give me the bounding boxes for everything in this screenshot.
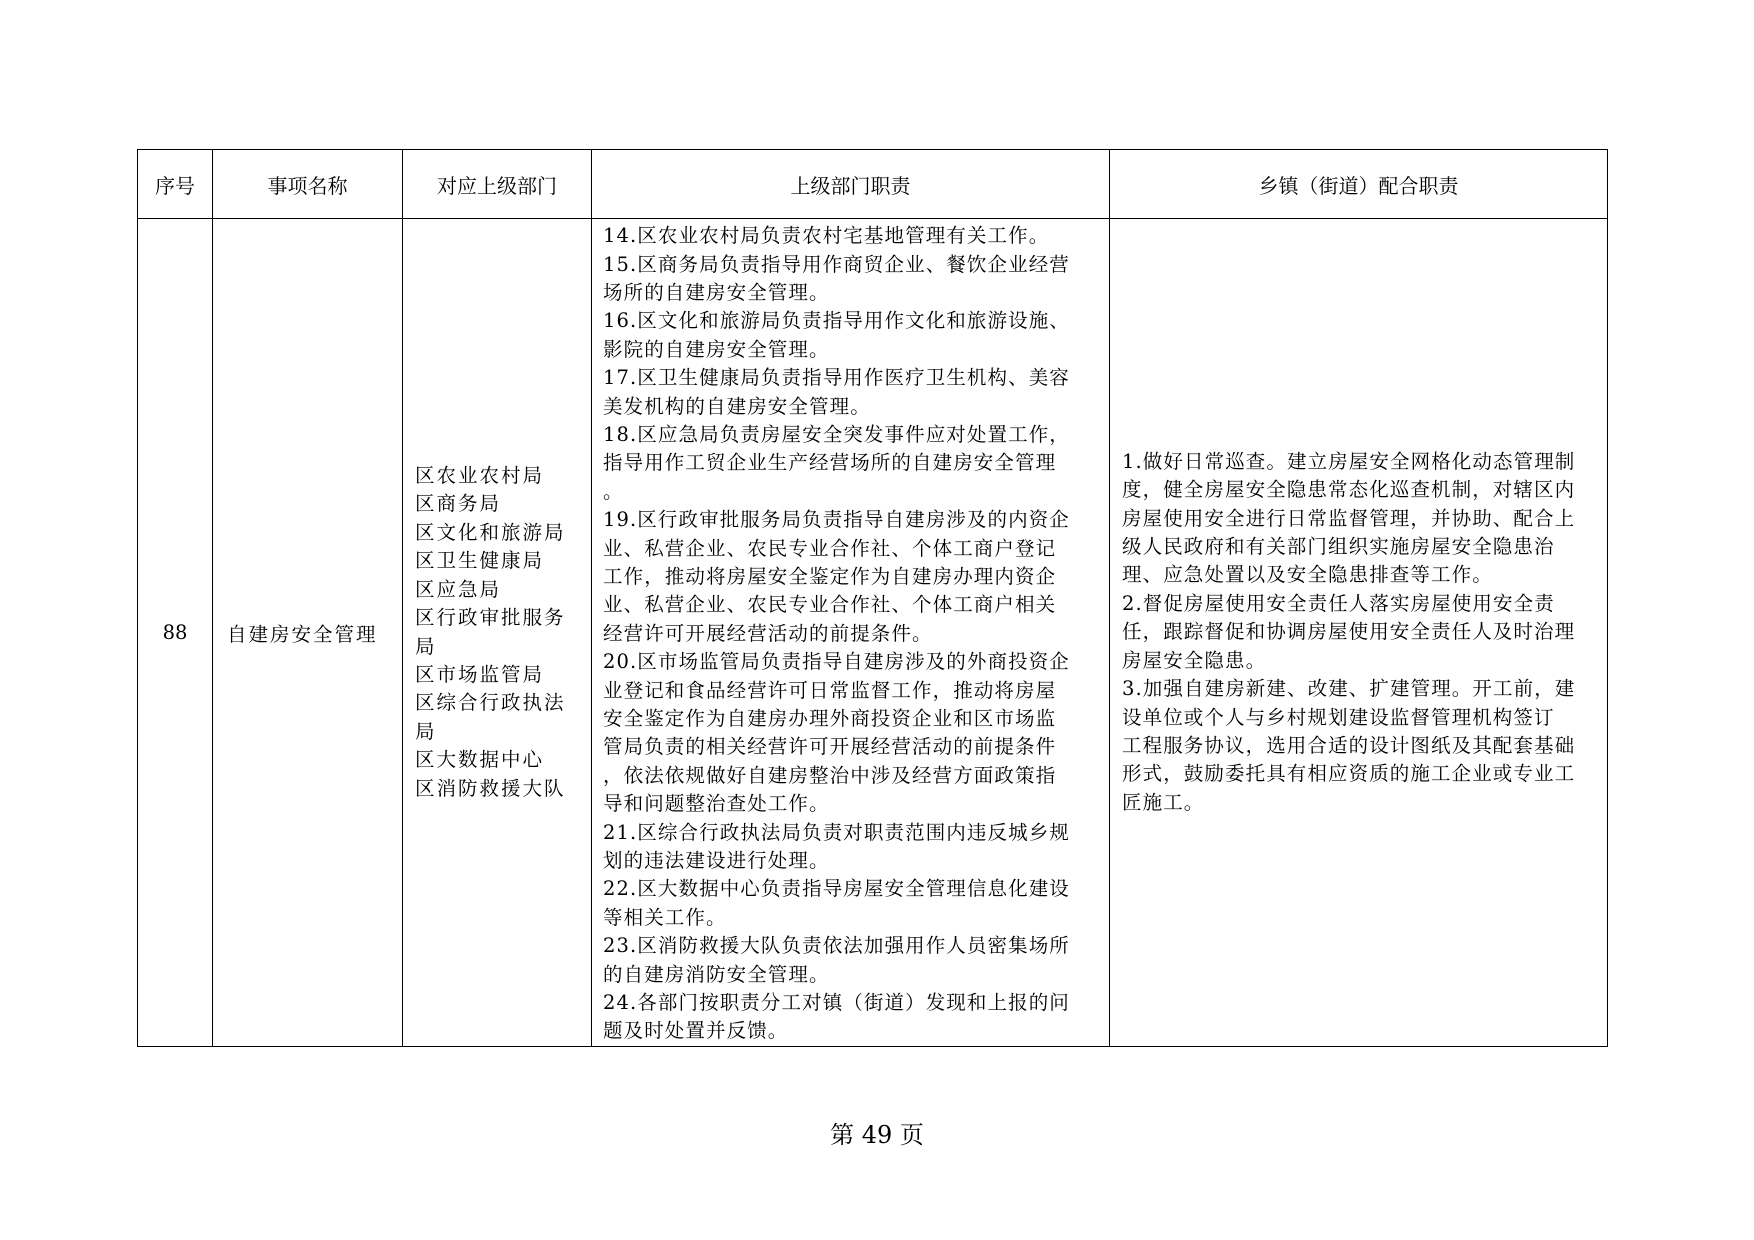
- department-list: [403, 219, 592, 1047]
- duty-line: 管局负责的相关经营许可开展经营活动的前提条件: [603, 735, 1057, 759]
- duty-line: 16.区文化和旅游局负责指导用作文化和旅游设施、: [603, 309, 1070, 333]
- department-line: 局: [415, 719, 437, 743]
- duty-line: 场所的自建房安全管理。: [603, 280, 830, 304]
- duty-line: 划的违法建设进行处理。: [603, 849, 830, 873]
- duty-line: 影院的自建房安全管理。: [603, 337, 830, 361]
- header-no: 序号: [138, 150, 213, 219]
- duty-line: ，依法依规做好自建房整治中涉及经营方面政策指: [603, 763, 1057, 787]
- duty-line: 21.区综合行政执法局负责对职责范围内违反城乡规: [603, 820, 1070, 844]
- department-line: 区大数据中心: [415, 748, 545, 772]
- duty-line: 题及时处置并反馈。: [603, 1019, 789, 1043]
- department-line: 区市场监管局: [415, 662, 545, 686]
- duty-line: 22.区大数据中心负责指导房屋安全管理信息化建设: [603, 877, 1070, 901]
- town-cooperation-duties: [1110, 219, 1608, 1047]
- cooperation-line: 房屋安全隐患。: [1122, 648, 1267, 672]
- duty-line: 19.区行政审批服务局负责指导自建房涉及的内资企: [603, 508, 1070, 532]
- duty-line: 。: [603, 479, 624, 503]
- duty-line: 24.各部门按职责分工对镇（街道）发现和上报的问: [603, 991, 1070, 1015]
- department-line: 区行政审批服务: [415, 606, 566, 630]
- department-line: 区应急局: [415, 577, 502, 601]
- table-row: [138, 219, 1608, 1047]
- duty-line: 23.区消防救援大队负责依法加强用作人员密集场所: [603, 934, 1070, 958]
- department-line: 区文化和旅游局: [415, 520, 566, 544]
- duty-line: 17.区卫生健康局负责指导用作医疗卫生机构、美容: [603, 366, 1070, 390]
- duty-line: 指导用作工贸企业生产经营场所的自建房安全管理: [603, 451, 1057, 475]
- duty-line: 的自建房消防安全管理。: [603, 962, 830, 986]
- cooperation-line: 级人民政府和有关部门组织实施房屋安全隐患治: [1122, 535, 1555, 559]
- duty-line: 业、私营企业、农民专业合作社、个体工商户登记: [603, 536, 1057, 560]
- duty-line: 业登记和食品经营许可日常监督工作，推动将房屋: [603, 678, 1057, 702]
- cooperation-line: 度，健全房屋安全隐患常态化巡查机制，对辖区内: [1122, 478, 1576, 502]
- header-department: 对应上级部门: [403, 150, 592, 219]
- cooperation-line: 房屋使用安全进行日常监督管理，并协助、配合上: [1122, 506, 1576, 530]
- duty-line: 安全鉴定作为自建房办理外商投资企业和区市场监: [603, 707, 1057, 731]
- duty-line: 14.区农业农村局负责农村宅基地管理有关工作。: [603, 224, 1050, 248]
- cooperation-line: 匠施工。: [1122, 790, 1205, 814]
- header-town-cooperation: 乡镇（街道）配合职责: [1110, 150, 1608, 219]
- cooperation-line: 设单位或个人与乡村规划建设监督管理机构签订: [1122, 705, 1555, 729]
- duty-line: 等相关工作。: [603, 905, 727, 929]
- row-number: 88: [138, 219, 213, 1047]
- department-line: 区农业农村局: [415, 464, 545, 488]
- department-line: 区综合行政执法: [415, 691, 566, 715]
- duty-line: 业、私营企业、农民专业合作社、个体工商户相关: [603, 593, 1057, 617]
- cooperation-line: 任，跟踪督促和协调房屋使用安全责任人及时治理: [1122, 620, 1576, 644]
- item-name: 自建房安全管理: [213, 219, 403, 1047]
- department-line: 局: [415, 634, 437, 658]
- header-item-name: 事项名称: [213, 150, 403, 219]
- duty-line: 美发机构的自建房安全管理。: [603, 394, 871, 418]
- duty-line: 20.区市场监管局负责指导自建房涉及的外商投资企: [603, 650, 1070, 674]
- cooperation-line: 2.督促房屋使用安全责任人落实房屋使用安全责: [1122, 591, 1555, 615]
- duty-line: 18.区应急局负责房屋安全突发事件应对处置工作，: [603, 422, 1070, 446]
- cooperation-line: 工程服务协议，选用合适的设计图纸及其配套基础: [1122, 733, 1576, 757]
- department-line: 区消防救援大队: [415, 776, 566, 800]
- cooperation-line: 3.加强自建房新建、改建、扩建管理。开工前，建: [1122, 677, 1576, 701]
- duty-line: 15.区商务局负责指导用作商贸企业、餐饮企业经营: [603, 252, 1070, 276]
- department-line: 区商务局: [415, 492, 502, 516]
- department-duties: [592, 219, 1110, 1047]
- cooperation-line: 1.做好日常巡查。建立房屋安全网格化动态管理制: [1122, 449, 1576, 473]
- cooperation-line: 理、应急处置以及安全隐患排查等工作。: [1122, 563, 1493, 587]
- header-department-duties: 上级部门职责: [592, 150, 1110, 219]
- duty-line: 导和问题整治查处工作。: [603, 792, 830, 816]
- duty-line: 工作，推动将房屋安全鉴定作为自建房办理内资企: [603, 564, 1057, 588]
- duty-line: 经营许可开展经营活动的前提条件。: [603, 621, 933, 645]
- department-line: 区卫生健康局: [415, 549, 545, 573]
- page-number: 第 49 页: [830, 1121, 924, 1149]
- header-row: [138, 150, 1608, 219]
- cooperation-line: 形式，鼓励委托具有相应资质的施工企业或专业工: [1122, 762, 1576, 786]
- responsibility-table: [137, 149, 1608, 1047]
